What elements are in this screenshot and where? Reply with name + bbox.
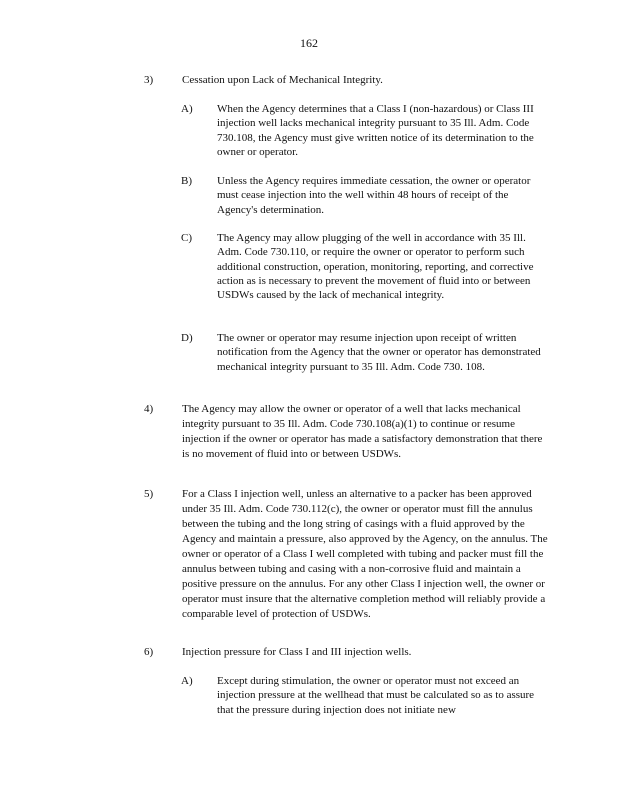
subitem-text: Unless the Agency requires immediate cessation, the owner or operator must cease injection into the well within 48 hours of receipt of the Agency's determination. (217, 175, 531, 216)
subitem-text: When the Agency determines that a Class I (non-hazardous) or Class III injection well lacks mechanical integrity pursuant to 35 Ill. Adm. Code 730.108, the Agency must give written notice of its determination to the owner or operator. (217, 103, 534, 158)
item-number: 6) (144, 646, 154, 658)
item-text: The Agency may allow the owner or operator of a well that lacks mechanical integrity pursuant to 35 Ill. Adm. Code 730.108(a)(1) to continue or resume injection if the owner or operator has made a satisfactory demonstration that there is no movement of fluid into or between USDWs. (182, 403, 543, 460)
subitem-letter: D) (181, 332, 193, 344)
subitem-text: The owner or operator may resume injection upon receipt of written notification from the Agency that the owner or operator has demonstrated mechanical integrity pursuant to 35 Ill. Adm. Code 730. 108. (217, 332, 541, 373)
page-number: 162 (300, 36, 318, 50)
subitem-letter: A) (181, 675, 193, 687)
subitem-letter: B) (181, 175, 192, 187)
item-heading: Injection pressure for Class I and III injection wells. (182, 646, 412, 658)
item-number: 5) (144, 488, 154, 500)
item-number: 4) (144, 403, 154, 415)
subitem-letter: C) (181, 232, 192, 244)
subitem-text: Except during stimulation, the owner or operator must not exceed an injection pressure at the wellhead that must be calculated so as to assure that the pressure during injection does not initiate new (217, 675, 535, 716)
item-heading: Cessation upon Lack of Mechanical Integrity. (182, 74, 383, 86)
item-text: For a Class I injection well, unless an alternative to a packer has been approved under 35 Ill. Adm. Code 730.112(c), the owner or operator must fill the annulus between the tubing and the long string of casings with a fluid approved by the Agency and maintain a pressure, also approved by the Agency, on the annulus. The owner or operator of a Class I well completed with tubing and packer must fill the annulus between tubing and casing with a non-corrosive fluid and maintain a positive pressure on the annulus. For any other Class I injection well, the owner or operator must insure that the alternative completion method will reliably provide a comparable level of protection of USDWs. (182, 488, 548, 620)
subitem-letter: A) (181, 103, 193, 115)
item-number: 3) (144, 74, 154, 86)
subitem-text: The Agency may allow plugging of the well in accordance with 35 Ill. Adm. Code 730.110, or require the owner or operator to perform such additional construction, operation, monitoring, reporting, and corrective action as is necessary to prevent the movement of fluid into or between USDWs caused by the lack of mechanical integrity. (217, 232, 534, 302)
